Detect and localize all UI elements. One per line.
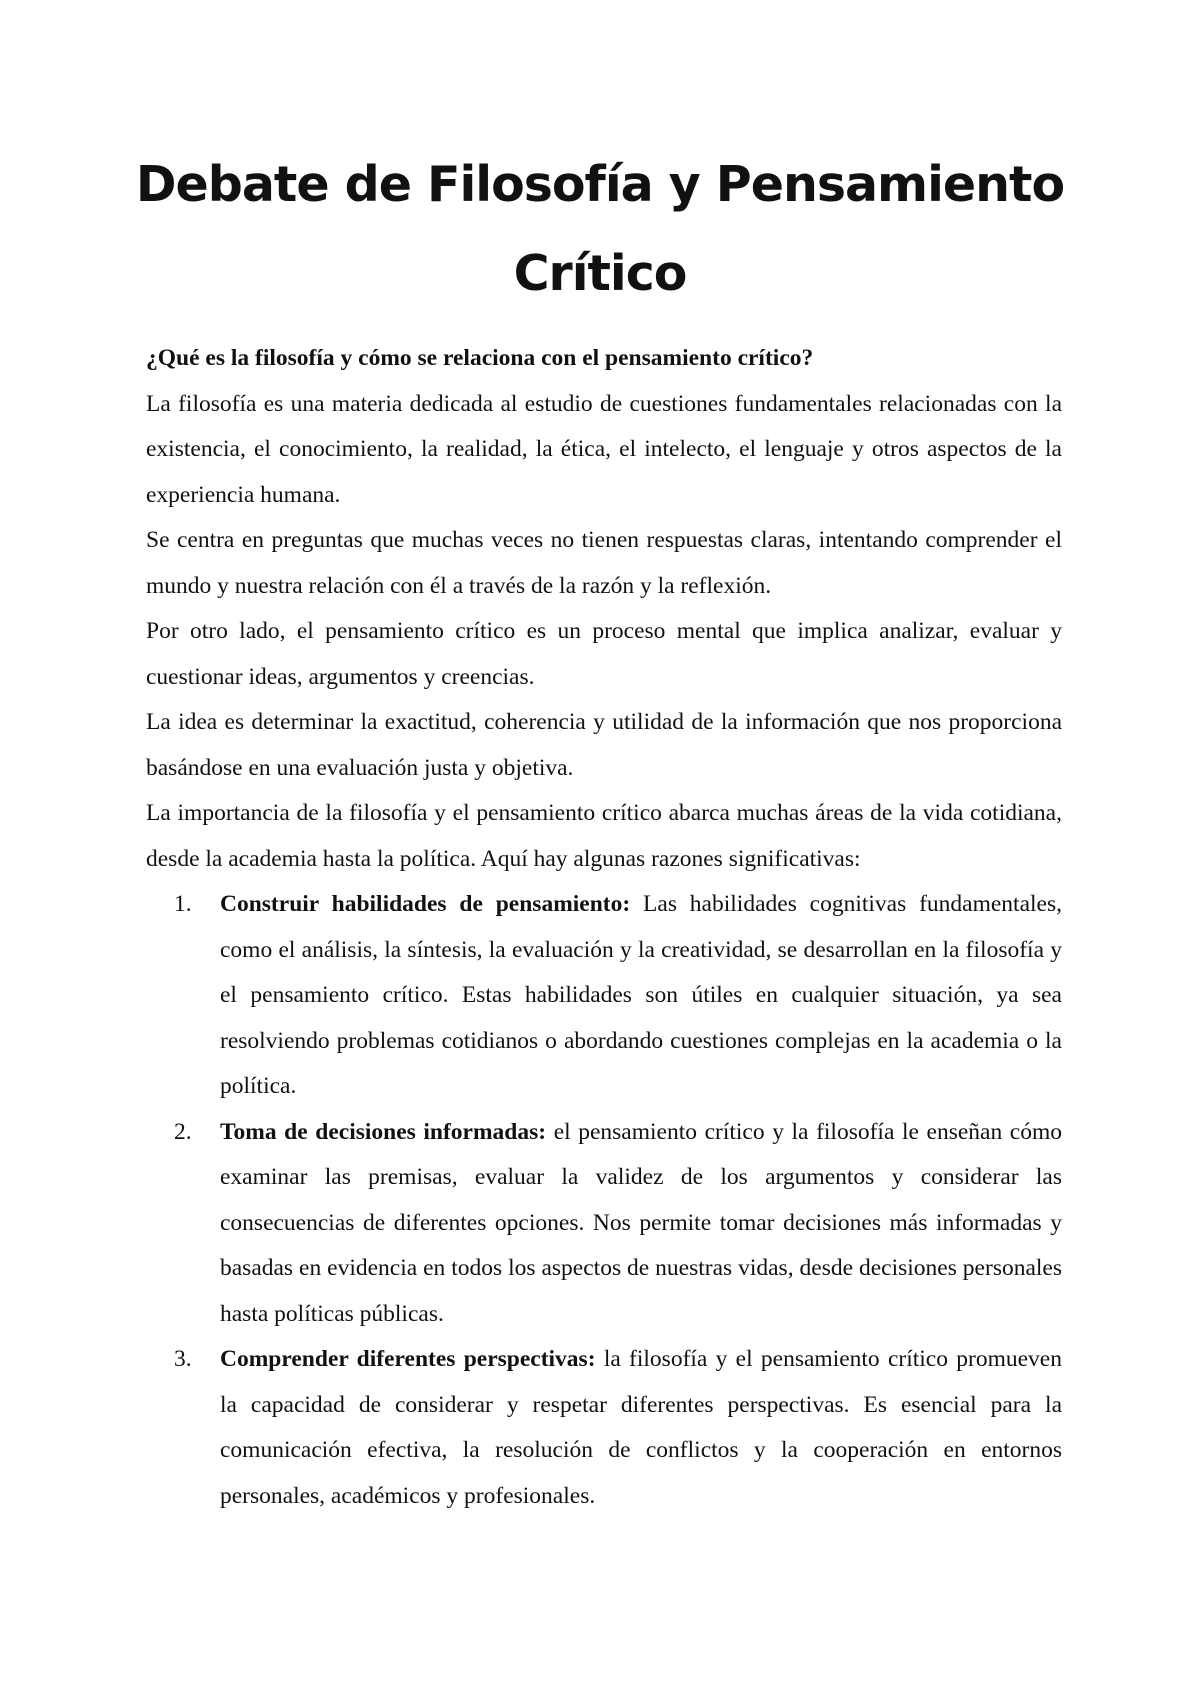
section-question: ¿Qué es la filosofía y cómo se relaciona con el pensamiento crítico? [146, 345, 814, 371]
paragraph: Por otro lado, el pensamiento crítico es un proceso mental que implica analizar, evaluar y cuestionar ideas, argumentos y creencias. [146, 618, 1062, 690]
list-item-term: Construir habilidades de pensamiento: [220, 891, 644, 917]
list-item-number: 3. [174, 1346, 192, 1372]
document-body [146, 336, 1062, 1519]
list-item [146, 1110, 1062, 1338]
paragraph: La filosofía es una materia dedicada al estudio de cuestiones fundamentales relacionadas con la existencia, el conocimiento, la realidad, la ética, el intelecto, el lenguaje y otros aspectos de la experiencia humana. [146, 390, 1062, 508]
document-title: Debate de Filosofía y Pensamiento Crítico [135, 156, 1065, 302]
paragraph: Se centra en preguntas que muchas veces no tienen respuestas claras, intentando comprender el mundo y nuestra relación con él a través de la razón y la reflexión. [146, 527, 1062, 599]
list-item-number: 1. [174, 891, 192, 917]
list-item-term: Toma de decisiones informadas: [220, 1118, 554, 1145]
paragraph: La idea es determinar la exactitud, coherencia y utilidad de la información que nos proporciona basándose en una evaluación justa y objetiva. [146, 709, 1062, 781]
paragraph: La importancia de la filosofía y el pensamiento crítico abarca muchas áreas de la vida cotidiana, desde la academia hasta la política. Aquí hay algunas razones significativas: [146, 800, 1062, 872]
list-item-text: Las habilidades cognitivas fundamentales, como el análisis, la síntesis, la evaluación y la creatividad, se desarrollan en la filosofía y el pensamiento crítico. Estas habilidades son útiles en cualquier situación, ya sea resolviendo problemas cotidianos o abordando cuestiones complejas en la academia o la política. [220, 891, 1062, 1099]
list-item-number: 2. [174, 1118, 192, 1145]
list-item [146, 882, 1062, 1110]
reasons-list [146, 882, 1062, 1519]
list-item [146, 1337, 1062, 1519]
list-item-text: la filosofía y el pensamiento crítico promueven la capacidad de considerar y respetar diferentes perspectivas. Es esencial para la comunicación efectiva, la resolución de conflictos y la cooperación en entornos personales, académicos y profesionales. [220, 1346, 1062, 1509]
list-item-term: Comprender diferentes perspectivas: [220, 1346, 604, 1372]
list-item-text: el pensamiento crítico y la filosofía le enseñan cómo examinar las premisas, evaluar la validez de los argumentos y considerar las consecuencias de diferentes opciones. Nos permite tomar decisiones más informadas y basadas en evidencia en todos los aspectos de nuestras vidas, desde decisiones personales hasta políticas públicas. [220, 1118, 1063, 1327]
